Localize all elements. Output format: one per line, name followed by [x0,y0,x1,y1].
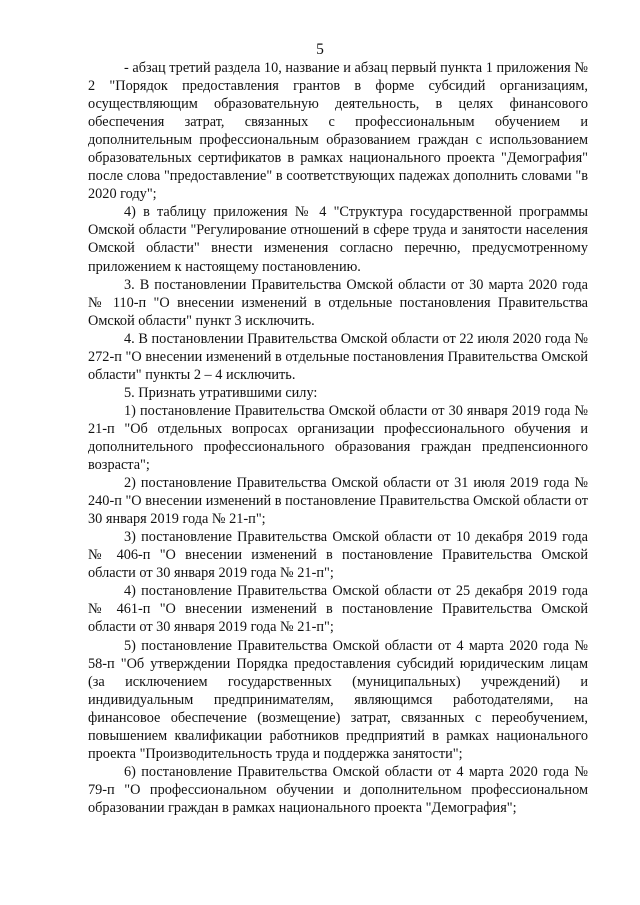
paragraph-repealed-1: 1) постановление Правительства Омской области от 30 января 2019 года № 21-п "Об отдельных вопросах организации профессионального обучения и дополнительного профессионального образования граждан предпенсионного возраста"; [88,402,588,474]
paragraph-repealed-6: 6) постановление Правительства Омской области от 4 марта 2020 года № 79-п "О профессиональном обучении и дополнительном профессиональном образовании граждан в рамках национального проекта "Демография"; [88,763,588,816]
paragraph-clause-4: 4. В постановлении Правительства Омской области от 22 июля 2020 года № 272-п "О внесении изменений в отдельные постановления Правительства Омской области" пункты 2 – 4 исключить. [88,330,588,383]
page-number: 5 [316,41,324,58]
paragraph-clause-3: 3. В постановлении Правительства Омской области от 30 марта 2020 года № 110-п "О внесении изменений в отдельные постановления Правительства Омской области" пункт 3 исключить. [88,276,588,329]
paragraph-item-4-appendix-table: 4) в таблицу приложения № 4 "Структура государственной программы Омской области "Регулирование отношений в сфере труда и занятости населения Омской области" внести изменения согласно перечню, предусмотренному приложением к настоящему постановлению. [88,204,588,275]
paragraph-section-10-amendment: - абзац третий раздела 10, название и абзац первый пункта 1 приложения № 2 "Порядок предоставления грантов в форме субсидий организациям, осуществляющим образовательную деятельность, в целях финансового обеспечения затрат, связанных с профессиональным обучением и дополнительным профессиональным образованием граждан с использованием образовательных сертификатов в рамках национального проекта "Демография" после слова "предоставление" в соответствующих падежах дополнить словами "в 2020 году"; [88,60,588,203]
paragraph-clause-5-heading: 5. Признать утратившими силу: [124,384,318,401]
paragraph-repealed-3: 3) постановление Правительства Омской области от 10 декабря 2019 года № 406-п "О внесении изменений в постановление Правительства Омской области от 30 января 2019 года № 21-п"; [88,529,588,582]
paragraph-repealed-5: 5) постановление Правительства Омской области от 4 марта 2020 года № 58-п "Об утверждении Порядка предоставления субсидий юридическим лицам (за исключением государственных (муниципальных) учреждений) и индивидуальным предпринимателям, являющимся работодателями, на финансовое обеспечение (возмещение) затрат, связанных с переобучением, повышением квалификации работников предприятий в рамках национального проекта "Производительность труда и поддержка занятости"; [88,637,588,762]
paragraph-repealed-2: 2) постановление Правительства Омской области от 31 июля 2019 года № 240-п "О внесении изменений в постановление Правительства Омской области от 30 января 2019 года № 21-п"; [88,475,588,528]
document-body [88,59,588,817]
paragraph-repealed-4: 4) постановление Правительства Омской области от 25 декабря 2019 года № 461-п "О внесении изменений в постановление Правительства Омской области от 30 января 2019 года № 21-п"; [88,583,588,636]
